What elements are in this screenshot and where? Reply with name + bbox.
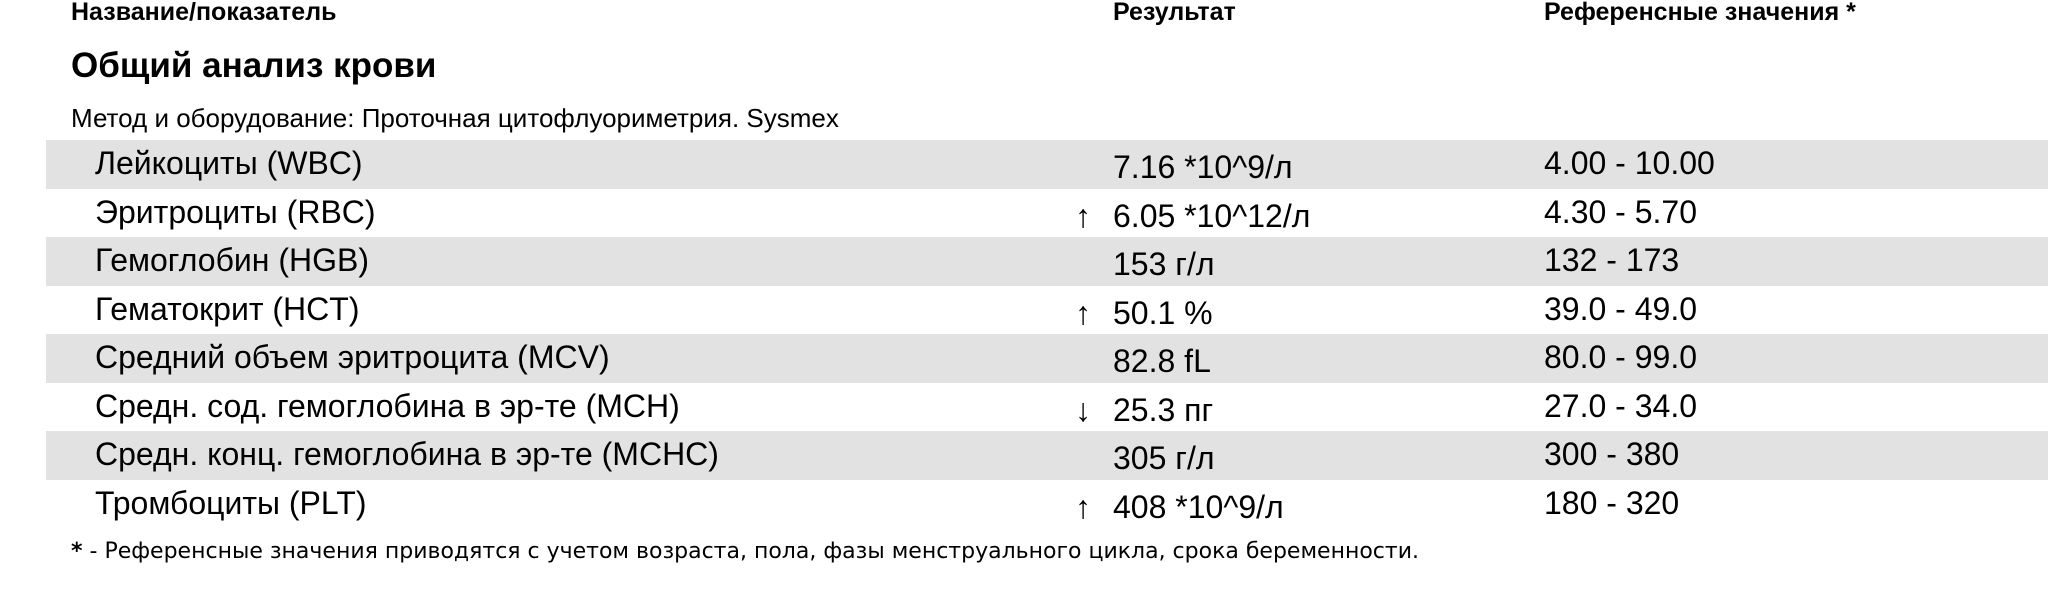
- row-reference: 27.0 - 34.0: [1544, 387, 1697, 424]
- row-reference: 4.30 - 5.70: [1544, 193, 1697, 230]
- arrow-up-icon: ↑: [1075, 197, 1091, 234]
- row-name: Средн. конц. гемоглобина в эр-те (MCHC): [95, 436, 719, 472]
- table-row: [46, 189, 2048, 238]
- table-row: [46, 237, 2048, 286]
- column-header-result: Результат: [1113, 0, 1236, 26]
- arrow-down-icon: ↓: [1075, 391, 1091, 428]
- column-header-reference: Референсные значения *: [1544, 0, 1856, 26]
- row-reference: 39.0 - 49.0: [1544, 290, 1697, 327]
- row-reference: 4.00 - 10.00: [1544, 145, 1715, 181]
- row-name: Лейкоциты (WBC): [95, 145, 363, 181]
- footnote: [71, 537, 1419, 567]
- row-name: Средний объем эритроцита (MCV): [95, 339, 610, 375]
- row-value: 305 г/л: [1113, 440, 1215, 476]
- section-title: Общий анализ крови: [71, 46, 437, 85]
- footnote-text: - Референсные значения приводятся с учетом возраста, пола, фазы менструального цикла, срока беременности.: [82, 539, 1420, 564]
- row-value: 82.8 fL: [1113, 343, 1211, 379]
- row-reference: 300 - 380: [1544, 436, 1680, 472]
- arrow-up-icon: ↑: [1075, 488, 1091, 525]
- table-row: [46, 286, 2048, 335]
- row-name: Средн. сод. гемоглобина в эр-те (MCH): [95, 387, 680, 424]
- row-reference: 180 - 320: [1544, 484, 1680, 521]
- row-name: Тромбоциты (PLT): [95, 484, 367, 521]
- row-value: 50.1 %: [1113, 294, 1213, 331]
- table-row: [46, 140, 2048, 189]
- row-value: 153 г/л: [1113, 246, 1215, 282]
- row-name: Эритроциты (RBC): [95, 193, 376, 230]
- row-value: 408 *10^9/л: [1113, 488, 1284, 525]
- table-row: [46, 383, 2048, 432]
- table-row: [46, 480, 2048, 529]
- method-note: Метод и оборудование: Проточная цитофлуориметрия. Sysmex: [71, 103, 839, 133]
- row-reference: 80.0 - 99.0: [1544, 339, 1697, 375]
- row-reference: 132 - 173: [1544, 242, 1680, 278]
- row-value: 25.3 пг: [1113, 391, 1214, 428]
- arrow-up-icon: ↑: [1075, 294, 1091, 331]
- table-row: [46, 334, 2048, 383]
- row-value: 7.16 *10^9/л: [1113, 149, 1293, 185]
- row-name: Гемоглобин (HGB): [95, 242, 369, 278]
- results-table: [46, 140, 2048, 528]
- table-row: [46, 431, 2048, 480]
- row-name: Гематокрит (HCT): [95, 290, 360, 327]
- column-header-name: Название/показатель: [71, 0, 337, 26]
- footnote-star: *: [71, 539, 83, 564]
- row-value: 6.05 *10^12/л: [1113, 197, 1311, 234]
